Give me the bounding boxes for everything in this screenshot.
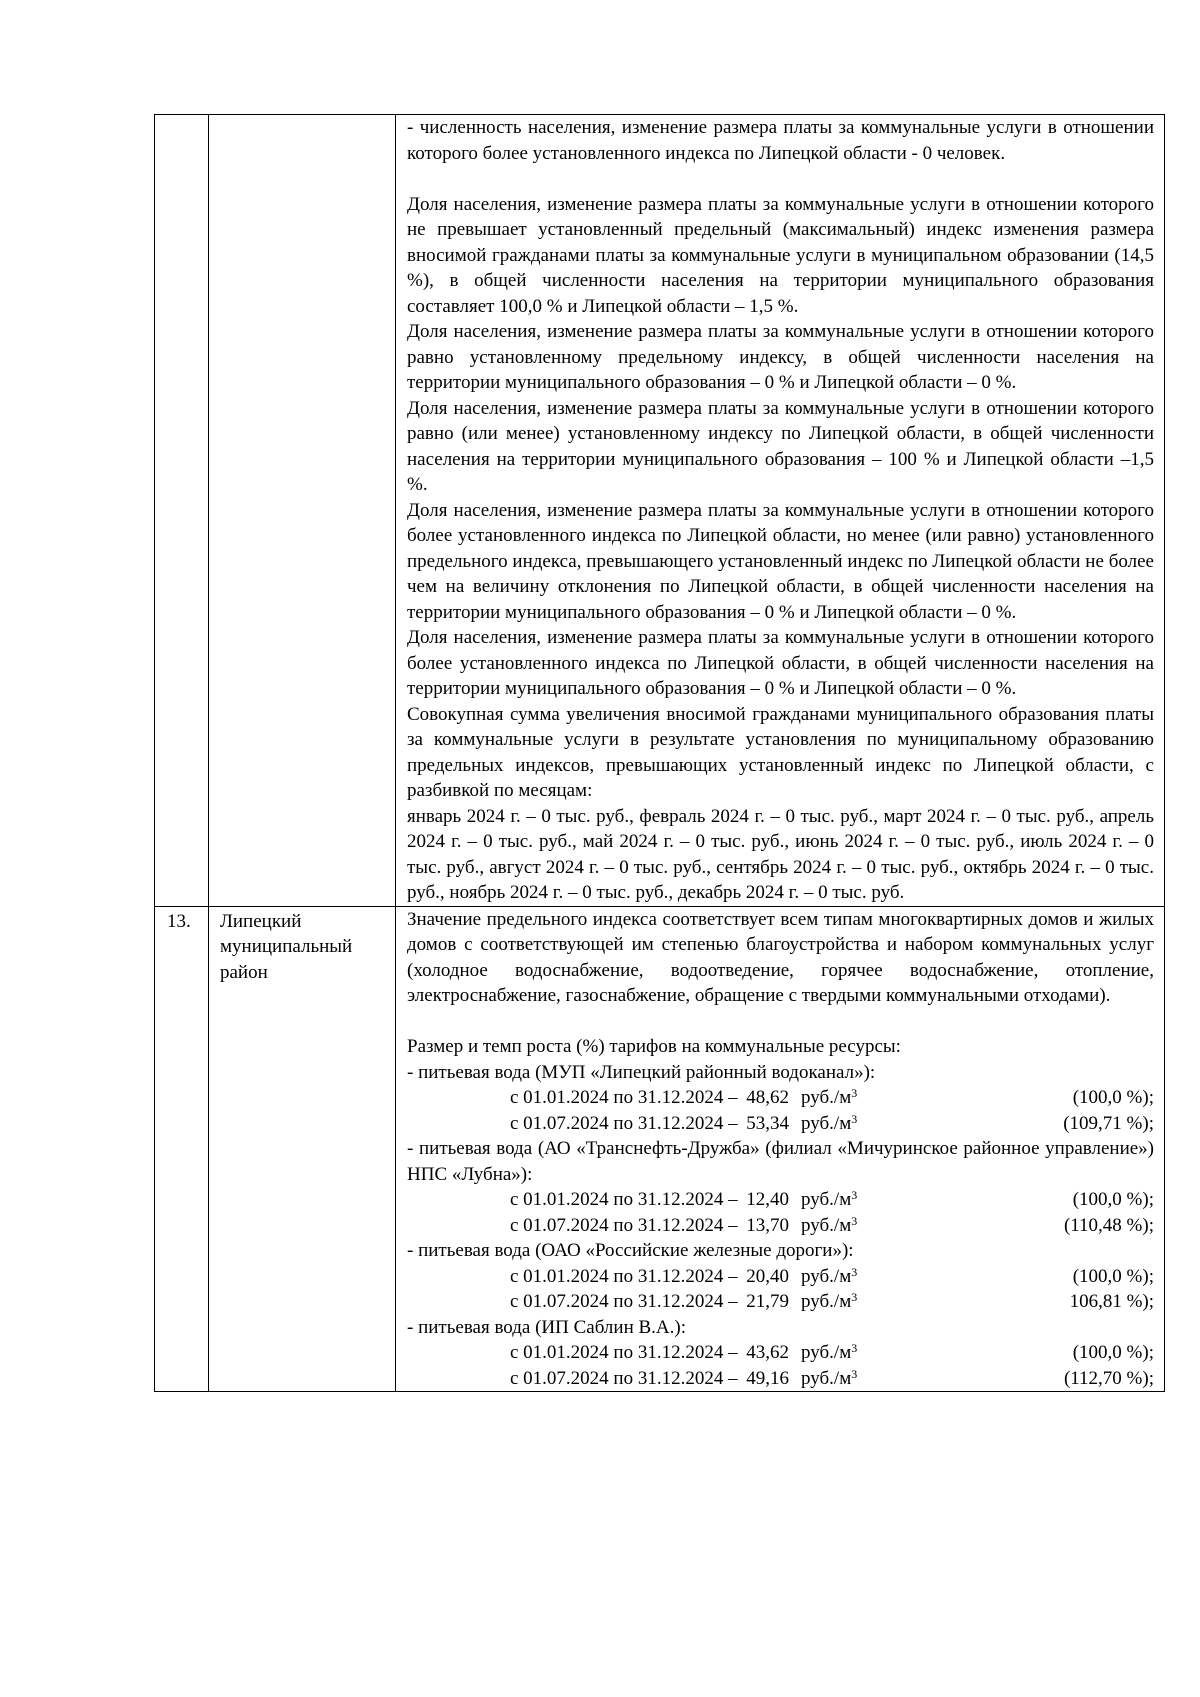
tariff-growth: (100,0 %);: [1072, 1342, 1154, 1363]
tariff-price: 12,40: [746, 1189, 789, 1210]
tariff-unit: [789, 1213, 917, 1239]
tariff-unit: [789, 1085, 917, 1111]
paragraph-gap: [407, 1009, 1154, 1035]
tariff-growth: (112,70 %);: [1063, 1367, 1154, 1389]
share-equal-limit-text: Доля населения, изменение размера платы за коммунальные услуги в отношении которого равно установленному предельному индексу, в общей численности населения на территории муниципального образования – 0 % и Липецкой области – 0 %.: [407, 321, 1154, 393]
tariff-unit-superscript: 3: [851, 1188, 858, 1202]
tariff-unit-superscript: 3: [851, 1366, 858, 1381]
tariff-price: 20,40: [746, 1265, 789, 1287]
tariff-unit-text: руб./м: [801, 1087, 852, 1108]
tariff-growth: (100,0 %);: [1072, 1087, 1154, 1108]
tariff-unit-superscript: 3: [851, 1341, 858, 1355]
tariff-unit-text: руб./м: [801, 1367, 852, 1389]
tariff-unit-text: руб./м: [801, 1342, 852, 1363]
share-not-exceeding-text: Доля населения, изменение размера платы за коммунальные услуги в отношении которого не превышает установленный предельный (максимальный) индекс изменения размера вносимой гражданами платы за коммунальные услуги в муниципальном образовании (14,5 %), в общей численности населения на территории муниципального образования составляет 100,0 % и Липецкой области – 1,5 %.: [407, 193, 1154, 317]
tariff-price: 49,16: [746, 1367, 789, 1389]
tariff-period: с 01.07.2024 по 31.12.2024 –: [510, 1367, 738, 1389]
paragraph-gap: [407, 166, 1154, 192]
name-cell-empty: [209, 115, 396, 907]
tariff-period: с 01.07.2024 по 31.12.2024 –: [510, 1214, 738, 1236]
tariff-unit: [789, 1187, 917, 1213]
tariff-line: [407, 1289, 1154, 1315]
tariff-group-title: - питьевая вода (ОАО «Российские железные дороги»):: [407, 1240, 854, 1261]
tariff-growth: (109,71 %);: [1063, 1112, 1154, 1134]
tariff-unit-superscript: 3: [851, 1086, 858, 1100]
tariff-price: 13,70: [746, 1214, 789, 1236]
tariff-unit-text: руб./м: [801, 1291, 852, 1312]
tariff-price: 43,62: [746, 1342, 789, 1363]
tariff-growth: (100,0 %);: [1072, 1189, 1154, 1210]
table-row-12-continuation: [155, 115, 1165, 907]
share-above-regional-text: Доля населения, изменение размера платы за коммунальные услуги в отношении которого более установленного индекса по Липецкой области, в общей численности населения на территории муниципального образования – 0 % и Липецкой области – 0 %.: [407, 627, 1154, 699]
tariff-unit-text: руб./м: [801, 1112, 852, 1134]
tariff-period: с 01.01.2024 по 31.12.2024 –: [510, 1189, 738, 1210]
tariff-group-title: - питьевая вода (АО «Транснефть-Дружба» (филиал «Мичуринское районное управление») НПС «Лубна»):: [407, 1138, 1154, 1185]
tariff-unit-superscript: 3: [851, 1290, 858, 1304]
tariff-unit: [789, 1111, 917, 1137]
tariff-line: [407, 1187, 1154, 1213]
tariff-growth: (110,48 %);: [1063, 1214, 1154, 1236]
population-count-text: - численность населения, изменение размера платы за коммунальные услуги в отношении которого более установленного индекса по Липецкой области - 0 человек.: [407, 117, 1154, 164]
document-table: [154, 114, 1165, 1392]
tariff-unit: [789, 1366, 917, 1392]
tariff-growth: (100,0 %);: [1072, 1265, 1154, 1287]
tariff-price: 48,62: [746, 1087, 789, 1108]
tariff-period: с 01.07.2024 по 31.12.2024 –: [510, 1112, 738, 1134]
tariff-line: [407, 1213, 1154, 1239]
tariffs-heading: Размер и темп роста (%) тарифов на коммунальные ресурсы:: [407, 1036, 901, 1057]
tariff-line: [407, 1085, 1154, 1111]
index-description-text: Значение предельного индекса соответствует всем типам многоквартирных домов и жилых домов с соответствующей им степенью благоустройства и набором коммунальных услуг (холодное водоснабжение, водоотведение, горячее водоснабжение, отопление, электроснабжение, газоснабжение, обращение с твердыми коммунальными отходами).: [407, 908, 1154, 1006]
tariff-period: с 01.01.2024 по 31.12.2024 –: [510, 1087, 738, 1108]
tariff-unit: [789, 1340, 917, 1366]
content-cell-row13: [396, 906, 1165, 1392]
share-equal-regional-text: Доля населения, изменение размера платы за коммунальные услуги в отношении которого равно (или менее) установленному индексу по Липецкой области, в общей численности населения на территории муниципального образования – 100 % и Липецкой области –1,5 %.: [407, 397, 1154, 495]
tariff-line: [407, 1340, 1154, 1366]
table-row-13: [155, 906, 1165, 1392]
row-number: 13.: [155, 906, 209, 1392]
total-increase-text: Совокупная сумма увеличения вносимой гражданами муниципального образования платы за коммунальные услуги в результате установления по муниципальному образованию предельных индексов, превышающих установленный индекс по Липецкой области, с разбивкой по месяцам:: [407, 703, 1154, 801]
tariff-group-title: - питьевая вода (ИП Саблин В.А.):: [407, 1316, 686, 1338]
tariff-unit: [789, 1289, 917, 1315]
tariff-period: с 01.01.2024 по 31.12.2024 –: [510, 1265, 738, 1287]
tariff-unit-superscript: 3: [851, 1213, 858, 1228]
tariff-price: 21,79: [746, 1291, 789, 1312]
share-between-indexes-text: Доля населения, изменение размера платы за коммунальные услуги в отношении которого более установленного индекса по Липецкой области, но менее (или равно) установленного предельного индекса, превышающего установленный индекс по Липецкой области не более чем на величину отклонения по Липецкой области, в общей численности населения на территории муниципального образования – 0 % и Липецкой области – 0 %.: [407, 499, 1154, 623]
tariff-unit-text: руб./м: [801, 1265, 852, 1287]
tariff-line: [407, 1111, 1154, 1137]
tariff-group-title: - питьевая вода (МУП «Липецкий районный водоканал»):: [407, 1061, 876, 1083]
tariff-unit-superscript: 3: [851, 1111, 858, 1126]
monthly-breakdown-text: январь 2024 г. – 0 тыс. руб., февраль 2024 г. – 0 тыс. руб., март 2024 г. – 0 тыс. руб., апрель 2024 г. – 0 тыс. руб., май 2024 г. – 0 тыс. руб., июнь 2024 г. – 0 тыс. руб., июль 2024 г. – 0 тыс. руб., август 2024 г. – 0 тыс. руб., сентябрь 2024 г. – 0 тыс. руб., октябрь 2024 г. – 0 тыс. руб., ноябрь 2024 г. – 0 тыс. руб., декабрь 2024 г. – 0 тыс. руб.: [407, 805, 1154, 903]
tariff-groups: [407, 1060, 1154, 1392]
tariff-period: с 01.01.2024 по 31.12.2024 –: [510, 1342, 738, 1363]
tariff-growth: 106,81 %);: [1069, 1291, 1154, 1312]
tariff-unit-superscript: 3: [851, 1264, 858, 1279]
tariff-line: [407, 1366, 1154, 1392]
tariff-unit: [789, 1264, 917, 1290]
tariff-period: с 01.07.2024 по 31.12.2024 –: [510, 1291, 738, 1312]
number-cell-empty: [155, 115, 209, 907]
tariff-price: 53,34: [746, 1112, 789, 1134]
municipality-name: Липецкий муниципальный район: [209, 906, 396, 1392]
tariff-unit-text: руб./м: [801, 1214, 852, 1236]
content-cell-row12: [396, 115, 1165, 907]
tariff-unit-text: руб./м: [801, 1189, 852, 1210]
tariff-line: [407, 1264, 1154, 1290]
